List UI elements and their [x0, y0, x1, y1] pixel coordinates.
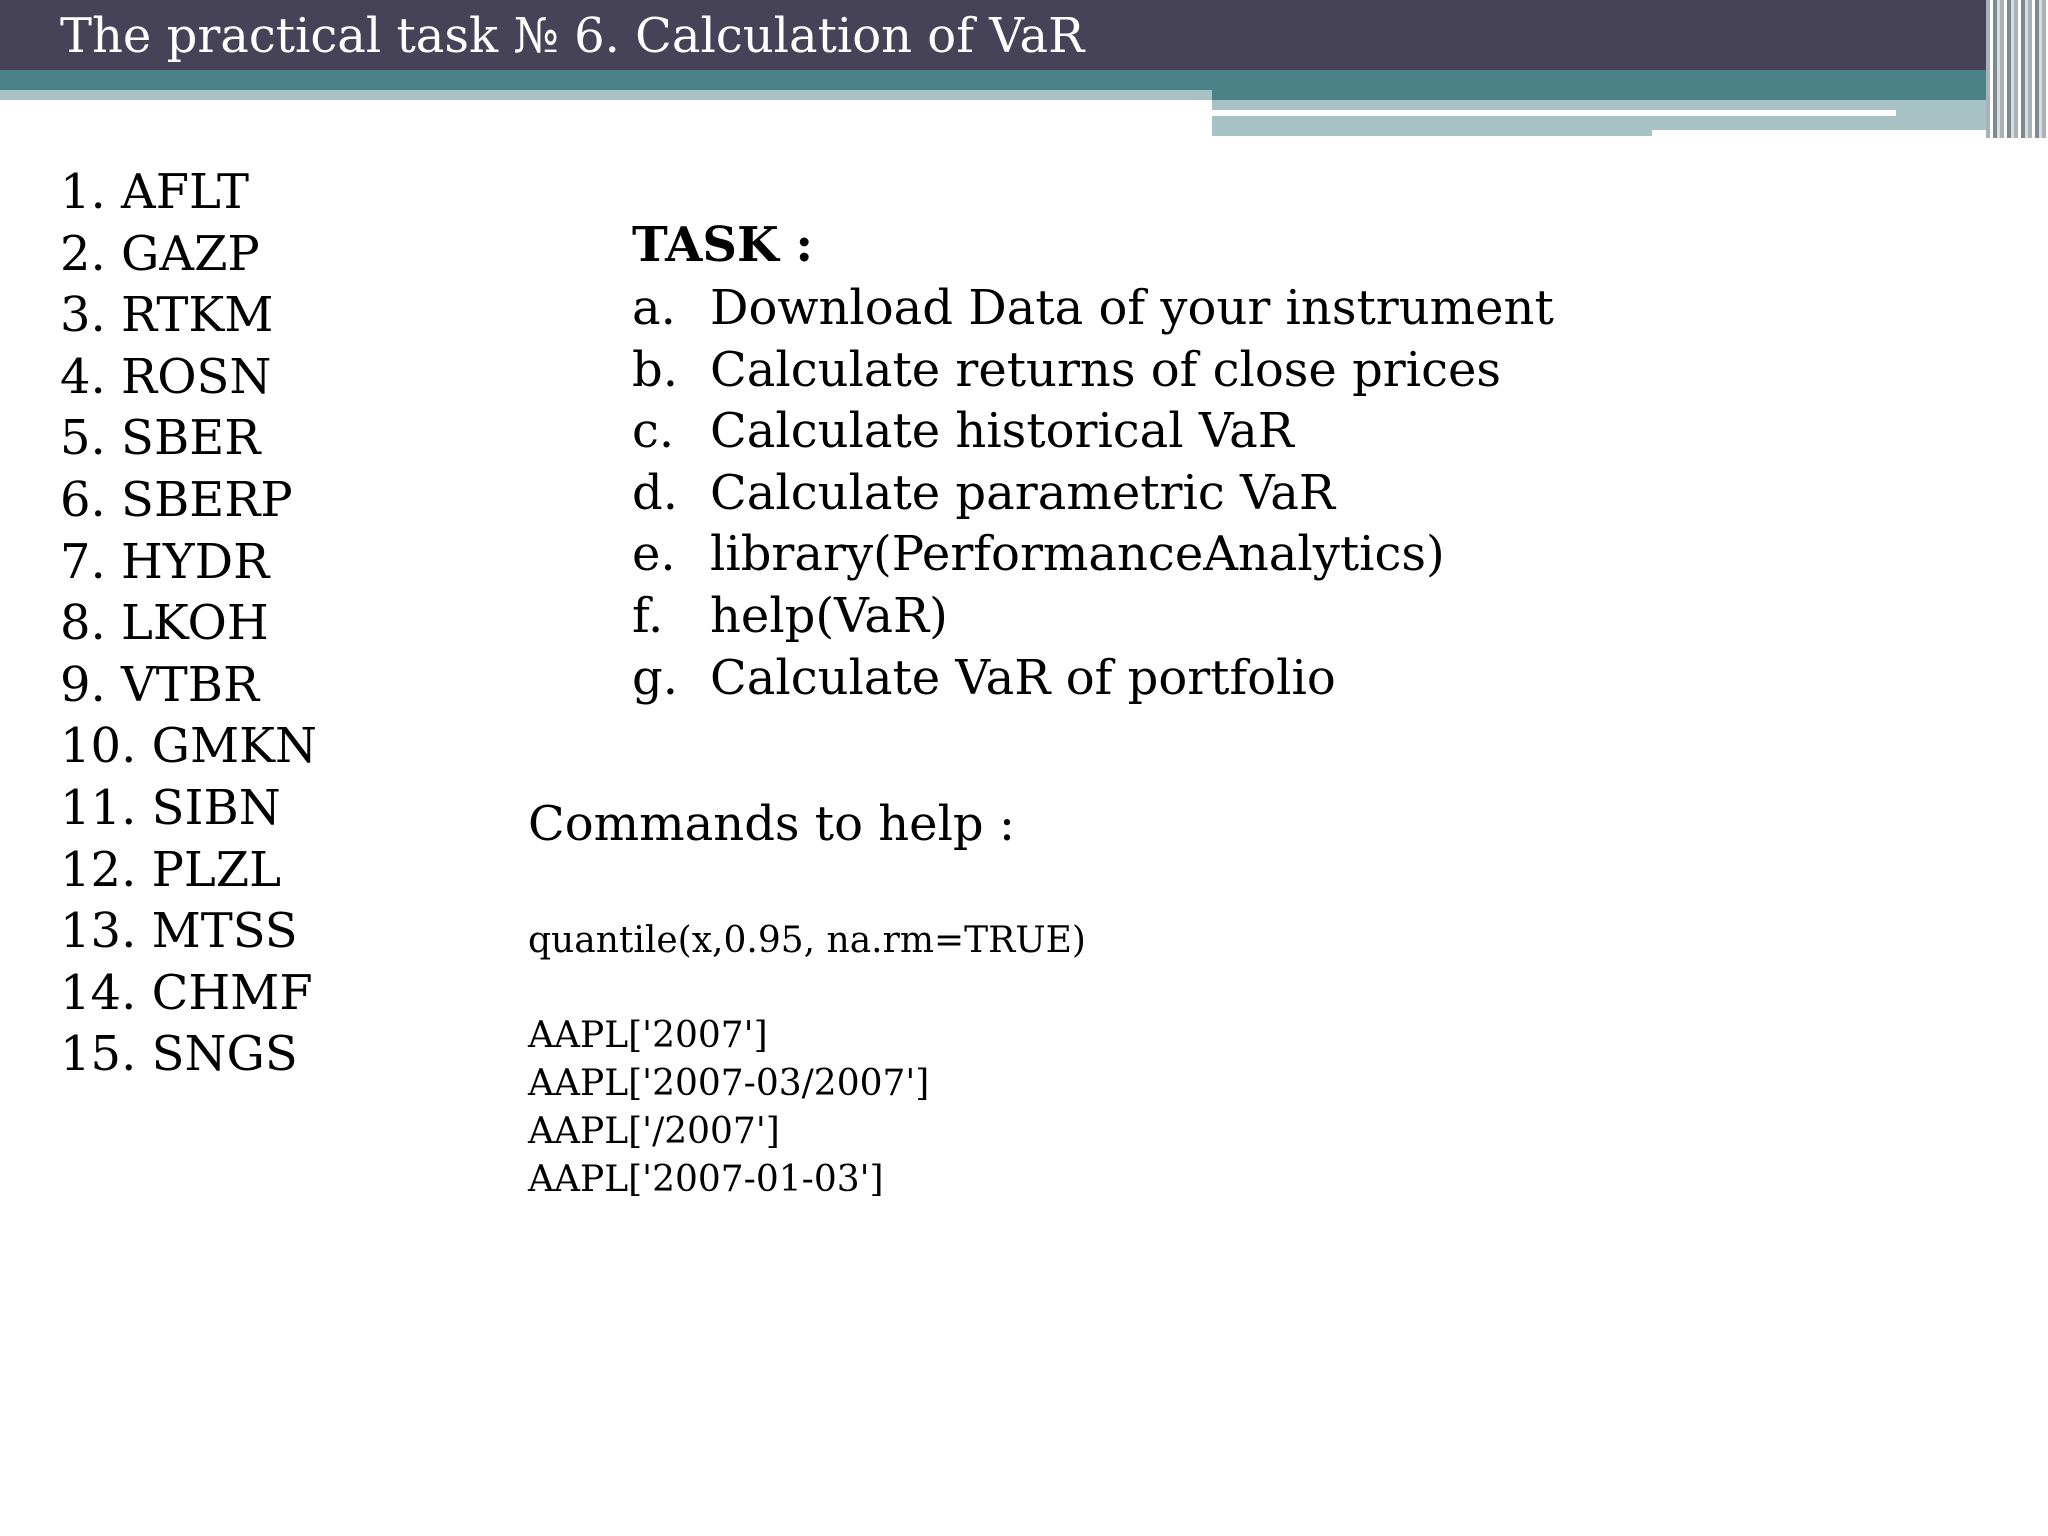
- task-item-letter: d.: [632, 464, 678, 521]
- ticker-item: 10. GMKN: [60, 718, 317, 775]
- task-item-letter: a.: [632, 280, 676, 336]
- command-subset-list: [528, 1012, 929, 1204]
- header-light-band: [0, 90, 1212, 100]
- task-item-letter: f.: [632, 587, 664, 644]
- ticker-item: 9. VTBR: [60, 656, 260, 713]
- header-divider-line: [1212, 110, 1896, 116]
- task-item-text: Calculate VaR of portfolio: [710, 649, 1336, 706]
- task-item-letter: c.: [632, 403, 675, 460]
- ticker-item: 6. SBERP: [60, 471, 293, 528]
- header-decorative-stripes: [1986, 0, 2048, 138]
- task-item-text: Calculate historical VaR: [710, 403, 1294, 460]
- command-subset-item: AAPL['2007-01-03']: [528, 1159, 884, 1200]
- task-item: [632, 340, 1554, 402]
- task-item-text: Calculate parametric VaR: [710, 464, 1335, 521]
- command-subset-item: AAPL['2007']: [528, 1015, 768, 1056]
- task-item: [632, 586, 1554, 648]
- ticker-item: 13. MTSS: [60, 903, 298, 960]
- task-item-letter: g.: [632, 649, 678, 706]
- task-item-text: help(VaR): [710, 587, 948, 644]
- command-quantile: quantile(x,0.95, na.rm=TRUE): [528, 920, 1086, 961]
- task-heading: TASK :: [632, 217, 814, 273]
- ticker-list: [60, 162, 317, 1086]
- ticker-item: 8. LKOH: [60, 595, 269, 652]
- command-subset-item: AAPL['2007-03/2007']: [528, 1063, 930, 1104]
- task-item: [632, 463, 1554, 525]
- ticker-item: 2. GAZP: [60, 225, 260, 282]
- command-subset-item: AAPL['/2007']: [528, 1111, 780, 1152]
- task-item-letter: e.: [632, 526, 676, 583]
- ticker-item: 15. SNGS: [60, 1026, 298, 1083]
- header-notch: [1652, 130, 2012, 136]
- task-item: [632, 524, 1554, 586]
- ticker-item: 3. RTKM: [60, 287, 274, 344]
- task-item-text: Download Data of your instrument: [710, 280, 1554, 336]
- task-item-letter: b.: [632, 341, 678, 398]
- task-list: [632, 278, 1554, 709]
- ticker-item: 5. SBER: [60, 410, 261, 467]
- ticker-item: 7. HYDR: [60, 533, 270, 590]
- commands-heading: Commands to help :: [528, 796, 1016, 852]
- task-item: [632, 648, 1554, 710]
- ticker-item: 12. PLZL: [60, 841, 281, 898]
- task-item: [632, 278, 1554, 340]
- task-item: [632, 401, 1554, 463]
- ticker-item: 4. ROSN: [60, 348, 272, 405]
- task-item-text: library(PerformanceAnalytics): [710, 526, 1445, 583]
- ticker-item: 11. SIBN: [60, 779, 281, 836]
- task-item-text: Calculate returns of close prices: [710, 341, 1502, 398]
- slide-title: The practical task № 6. Calculation of VaR: [60, 8, 1085, 64]
- ticker-item: 1. AFLT: [60, 164, 249, 220]
- ticker-item: 14. CHMF: [60, 964, 313, 1021]
